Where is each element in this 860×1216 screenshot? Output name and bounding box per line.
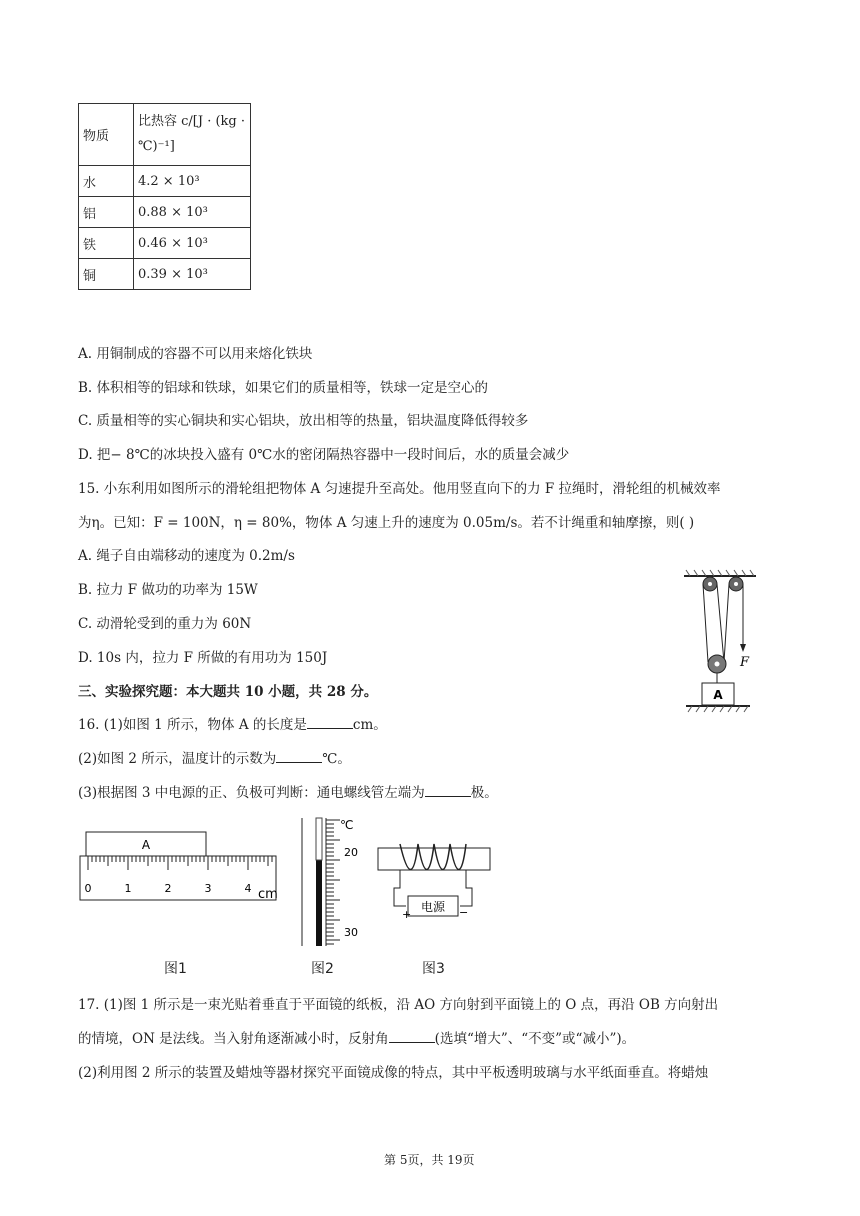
q16-part2 xyxy=(78,747,351,767)
q17-line2-text: 的情境，ON 是法线。当入射角逐渐减小时，反射角 xyxy=(78,1031,389,1047)
plus-sign: + xyxy=(402,908,412,921)
q15-option-c: C. 动滑轮受到的重力为 60N xyxy=(78,616,252,632)
q17-line1: 17. (1)图 1 所示是一束光贴着垂直于平面镜的纸板，沿 AO 方向射到平面镜上的 O 点，再沿 OB 方向射出 xyxy=(78,997,719,1013)
answer-blank[interactable] xyxy=(425,784,471,797)
table-cell: 铜 xyxy=(79,259,134,290)
table-row xyxy=(79,166,251,197)
ruler-tick-label: 1 xyxy=(124,882,132,895)
table-cell: 0.39 × 10³ xyxy=(134,259,251,290)
q15-option-d: D. 10s 内，拉力 F 所做的有用功为 150J xyxy=(78,650,328,666)
figure1-caption: 图1 xyxy=(164,961,187,977)
figure3-caption: 图3 xyxy=(422,961,445,977)
power-source-label: 电源 xyxy=(420,900,446,914)
table-cell: 0.88 × 10³ xyxy=(134,197,251,228)
q16-part3 xyxy=(78,781,498,801)
answer-blank[interactable] xyxy=(276,750,322,763)
answer-blank[interactable] xyxy=(389,1030,435,1043)
table-header-row xyxy=(79,104,251,166)
q16-part2-text: (2)如图 2 所示，温度计的示数为 xyxy=(78,751,277,767)
q16-part1 xyxy=(78,713,387,733)
q16-part2-unit: ℃。 xyxy=(322,751,351,767)
figure2-caption: 图2 xyxy=(311,961,334,977)
solenoid-figure xyxy=(374,842,494,922)
pulley-system-figure xyxy=(680,566,760,716)
thermometer-figure xyxy=(296,814,366,949)
table-header-cell: 比热容 c/[J · (kg · ℃)⁻¹] xyxy=(134,104,251,166)
table-cell: 铝 xyxy=(79,197,134,228)
table-cell: 水 xyxy=(79,166,134,197)
thermo-unit-label: ℃ xyxy=(340,818,354,832)
table-cell: 4.2 × 10³ xyxy=(134,166,251,197)
ruler-unit-label: cm xyxy=(258,887,278,902)
minus-sign: − xyxy=(459,906,469,919)
ruler-tick-label: 2 xyxy=(164,882,172,895)
q15-stem-line2: 为η。已知：F = 100N，η = 80%，物体 A 匀速上升的速度为 0.05m/s。若不计绳重和轴摩擦，则( ) xyxy=(78,515,695,531)
q17-line3: (2)利用图 2 所示的装置及蜡烛等器材探究平面镜成像的特点，其中平板透明玻璃与水平纸面垂直。将蜡烛 xyxy=(78,1065,709,1081)
q15-stem-line1: 15. 小东利用如图所示的滑轮组把物体 A 匀速提升至高处。他用竖直向下的力 F 拉绳时，滑轮组的机械效率 xyxy=(78,481,721,497)
thermo-label-20: 20 xyxy=(344,846,358,859)
q16-part1-unit: cm。 xyxy=(352,717,387,733)
q14-option-a: A. 用铜制成的容器不可以用来熔化铁块 xyxy=(78,346,313,362)
q17-line2-choice: (选填“增大”、“不变”或“减小”)。 xyxy=(434,1031,636,1047)
q15-option-b: B. 拉力 F 做功的功率为 15W xyxy=(78,582,258,598)
ruler-block-label: A xyxy=(141,838,151,852)
pulley-block-label: A xyxy=(713,688,723,702)
ruler-tick-label: 0 xyxy=(84,882,92,895)
ruler-figure xyxy=(78,828,283,908)
table-cell: 铁 xyxy=(79,228,134,259)
thermo-label-30: 30 xyxy=(344,926,358,939)
page-footer: 第 5页，共 19页 xyxy=(384,1153,475,1167)
answer-blank[interactable] xyxy=(307,716,353,729)
table-row xyxy=(79,228,251,259)
ruler-tick-label: 4 xyxy=(244,882,252,895)
q16-part3-text: (3)根据图 3 中电源的正、负极可判断：通电螺线管左端为 xyxy=(78,785,425,801)
q14-option-d: D. 把− 8℃的冰块投入盛有 0℃水的密闭隔热容器中一段时间后，水的质量会减少 xyxy=(78,447,570,463)
q15-option-a: A. 绳子自由端移动的速度为 0.2m/s xyxy=(78,548,295,564)
q14-option-b: B. 体积相等的铝球和铁球，如果它们的质量相等，铁球一定是空心的 xyxy=(78,380,489,396)
q17-line2 xyxy=(78,1027,635,1047)
table-cell: 0.46 × 10³ xyxy=(134,228,251,259)
table-row xyxy=(79,259,251,290)
table-row xyxy=(79,197,251,228)
force-label: F xyxy=(740,655,750,670)
section-heading: 三、实验探究题：本大题共 10 小题，共 28 分。 xyxy=(78,684,378,700)
q16-part3-unit: 极。 xyxy=(470,785,498,801)
specific-heat-table xyxy=(78,103,251,290)
q16-part1-text: 16. (1)如图 1 所示，物体 A 的长度是 xyxy=(78,717,307,733)
ruler-tick-label: 3 xyxy=(204,882,212,895)
table-header-cell: 物质 xyxy=(79,104,134,166)
q14-option-c: C. 质量相等的实心铜块和实心铝块，放出相等的热量，铝块温度降低得较多 xyxy=(78,413,529,429)
